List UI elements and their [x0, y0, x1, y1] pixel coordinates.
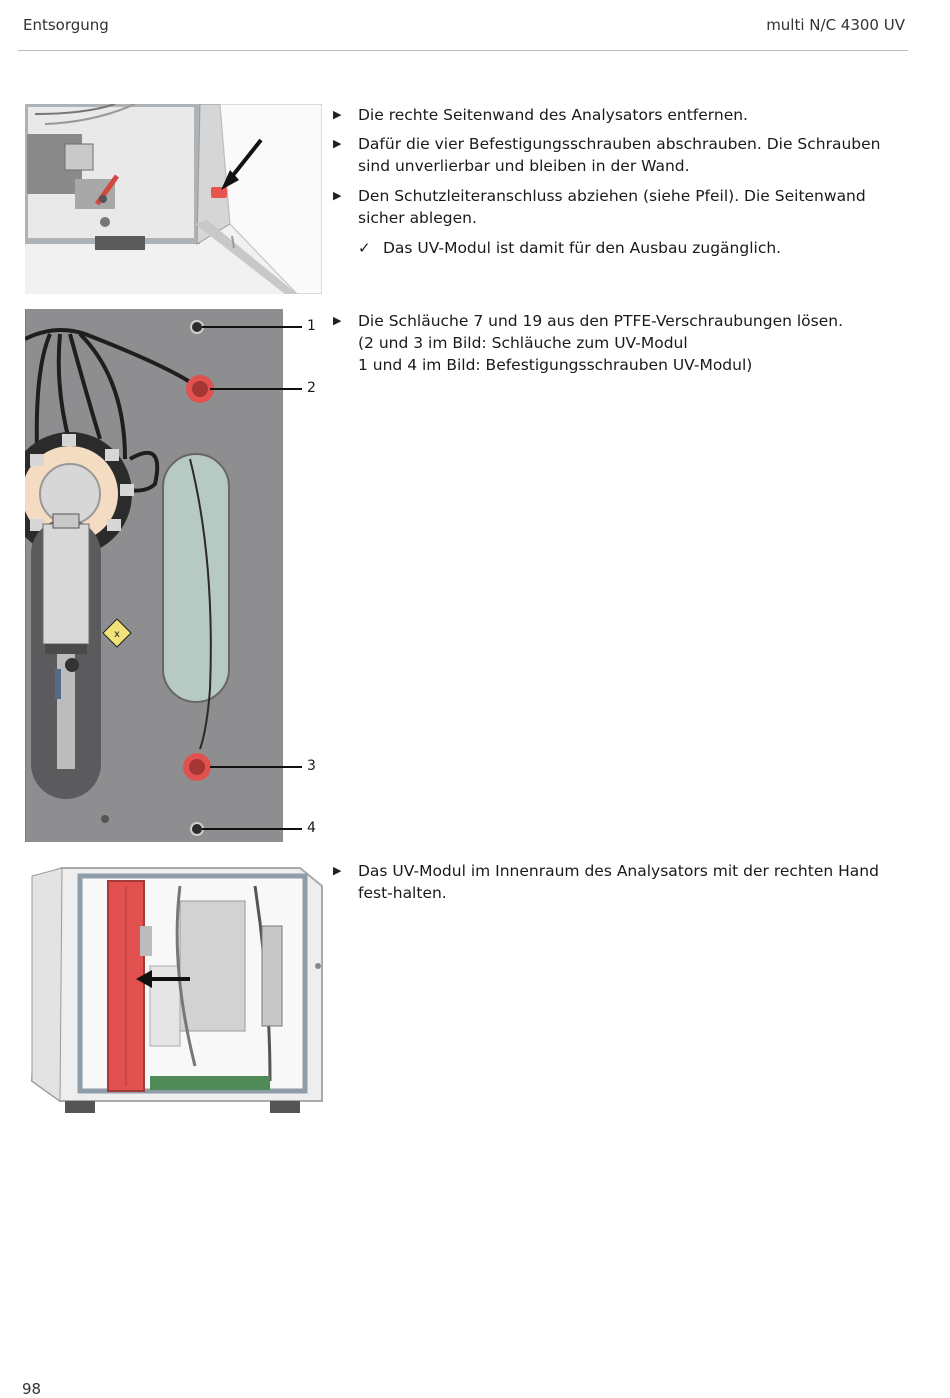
step-text: Den Schutzleiteranschluss abziehen (siehe Pfeil). Die Seitenwand sicher ablegen. [358, 187, 866, 227]
figure-uv-module [30, 866, 326, 1116]
step-marker: ▶ [333, 108, 342, 121]
step-marker: ▶ [333, 137, 342, 150]
step-ground-connector [333, 185, 903, 229]
callout-3: 3 [307, 758, 316, 774]
step-release-tubes [333, 310, 903, 376]
step-marker: ▶ [333, 314, 342, 327]
step-hold-uv-module [333, 860, 903, 904]
result-text: Das UV-Modul ist damit für den Ausbau zugänglich. [383, 239, 782, 257]
callout-4: 4 [307, 820, 316, 836]
callout-2: 2 [307, 380, 316, 396]
svg-text:x: x [114, 629, 120, 640]
step-marker: ▶ [333, 189, 342, 202]
step-result [358, 237, 898, 259]
check-icon: ✓ [358, 239, 371, 257]
step-text: Die rechte Seitenwand des Analysators entfernen. [358, 106, 748, 124]
step-unscrew-fasteners [333, 133, 903, 177]
step-note-line-1: (2 und 3 im Bild: Schläuche zum UV-Modul [358, 334, 688, 352]
step-text: Dafür die vier Befestigungsschrauben abschrauben. Die Schrauben sind unverlierbar und bleiben in der Wand. [358, 135, 881, 175]
step-marker: ▶ [333, 864, 342, 877]
header-section: Entsorgung [23, 16, 109, 34]
step-note-line-2: 1 und 4 im Bild: Befestigungsschrauben UV-Modul) [358, 356, 753, 374]
header-product: multi N/C 4300 UV [766, 16, 905, 34]
callout-1: 1 [307, 318, 316, 334]
step-remove-side-wall [333, 104, 903, 126]
page-number: 98 [22, 1380, 42, 1398]
step-text: Die Schläuche 7 und 19 aus den PTFE-Verschraubungen lösen. [358, 312, 844, 330]
step-text: Das UV-Modul im Innenraum des Analysators mit der rechten Hand fest-halten. [358, 862, 879, 902]
